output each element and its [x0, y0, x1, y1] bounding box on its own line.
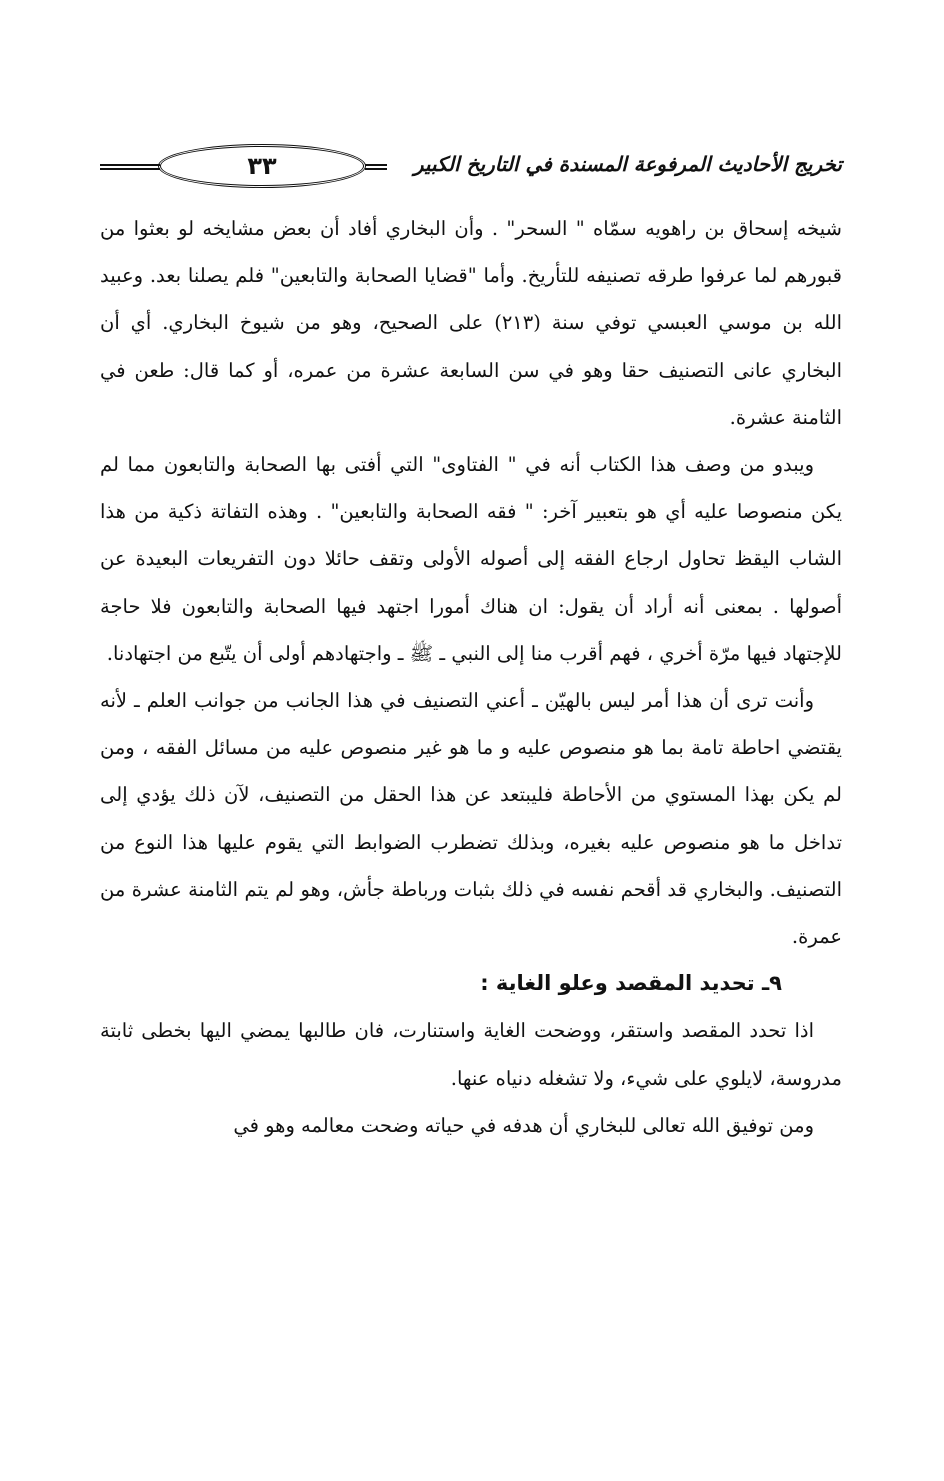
section-heading: ٩ـ تحديد المقصد وعلو الغاية : — [480, 971, 782, 996]
header-rule-right — [365, 164, 387, 170]
book-title: تخريج الأحاديث المرفوعة المسندة في التاريخ الكبير — [413, 152, 842, 176]
page-number: ٣٣ — [247, 152, 277, 180]
paragraph-1: شيخه إسحاق بن راهويه سمّاه " السحر" . وأن البخاري أفاد أن بعض مشايخه لو بعثوا من قبورهم لما عرفوا طرقه تصنيفه للتأريخ. وأما "قضايا الصحابة والتابعين" فلم يصلنا بعد. وعبيد الله بن موسي العبسي توفي سنة (٢١٣) على الصحيح، وهو من شيوخ البخاري. أي أن البخاري عانى التصنيف حقا وهو في سن السابعة عشرة من عمره، أو كما قال: طعن في الثامنة عشرة. — [100, 217, 842, 429]
page-body — [100, 205, 842, 1149]
section-paragraph-2: ومن توفيق الله تعالى للبخاري أن هدفه في حياته وضحت معالمه وهو في — [233, 1113, 814, 1137]
header-rule-left — [100, 164, 160, 170]
paragraph-2: ويبدو من وصف هذا الكتاب أنه في " الفتاوى" التي أفتى بها الصحابة والتابعون مما لم يكن منصوصا عليه أي هو بتعبير آخر: " فقه الصحابة والتابعين" . وهذه التفاتة ذكية من هذا الشاب اليقظ تحاول ارجاع الفقه إلى أصوله الأولى وتقف حائلا دون التفريعات البعيدة عن أصولها . بمعنى أنه أراد أن يقول: ان هناك أمورا اجتهد فيها الصحابة والتابعون فلا حاجة للإجتهاد فيها مرّة أخري ، فهم أقرب منا إلى النبي ـ ﷺ ـ واجتهادهم أولى أن يتّبع من اجتهادنا. — [100, 453, 842, 665]
running-header — [100, 140, 842, 196]
page-number-oval — [158, 144, 366, 188]
section-paragraph-1: اذا تحدد المقصد واستقر، ووضحت الغاية واستنارت، فان طالبها يمضي اليها بخطى ثابتة مدروسة، لايلوي على شيء، ولا تشغله دنياه عنها. — [100, 1019, 842, 1090]
paragraph-3: وأنت ترى أن هذا أمر ليس بالهيّن ـ أعني التصنيف في هذا الجانب من جوانب العلم ـ لأنه يقتضي احاطة تامة بما هو منصوص عليه و ما هو غير منصوص عليه من مسائل الفقه ، ومن لم يكن بهذا المستوي من الأحاطة فليبتعد عن هذا الحقل من التصنيف، لآن ذلك يؤدي إلى تداخل ما هو منصوص عليه بغيره، وبذلك تضطرب الضوابط التي يقوم عليها هذا النوع من التصنيف. والبخاري قد أقحم نفسه في ذلك بثبات ورباطة جأش، وهو لم يتم الثامنة عشرة من عمرة. — [100, 689, 842, 949]
